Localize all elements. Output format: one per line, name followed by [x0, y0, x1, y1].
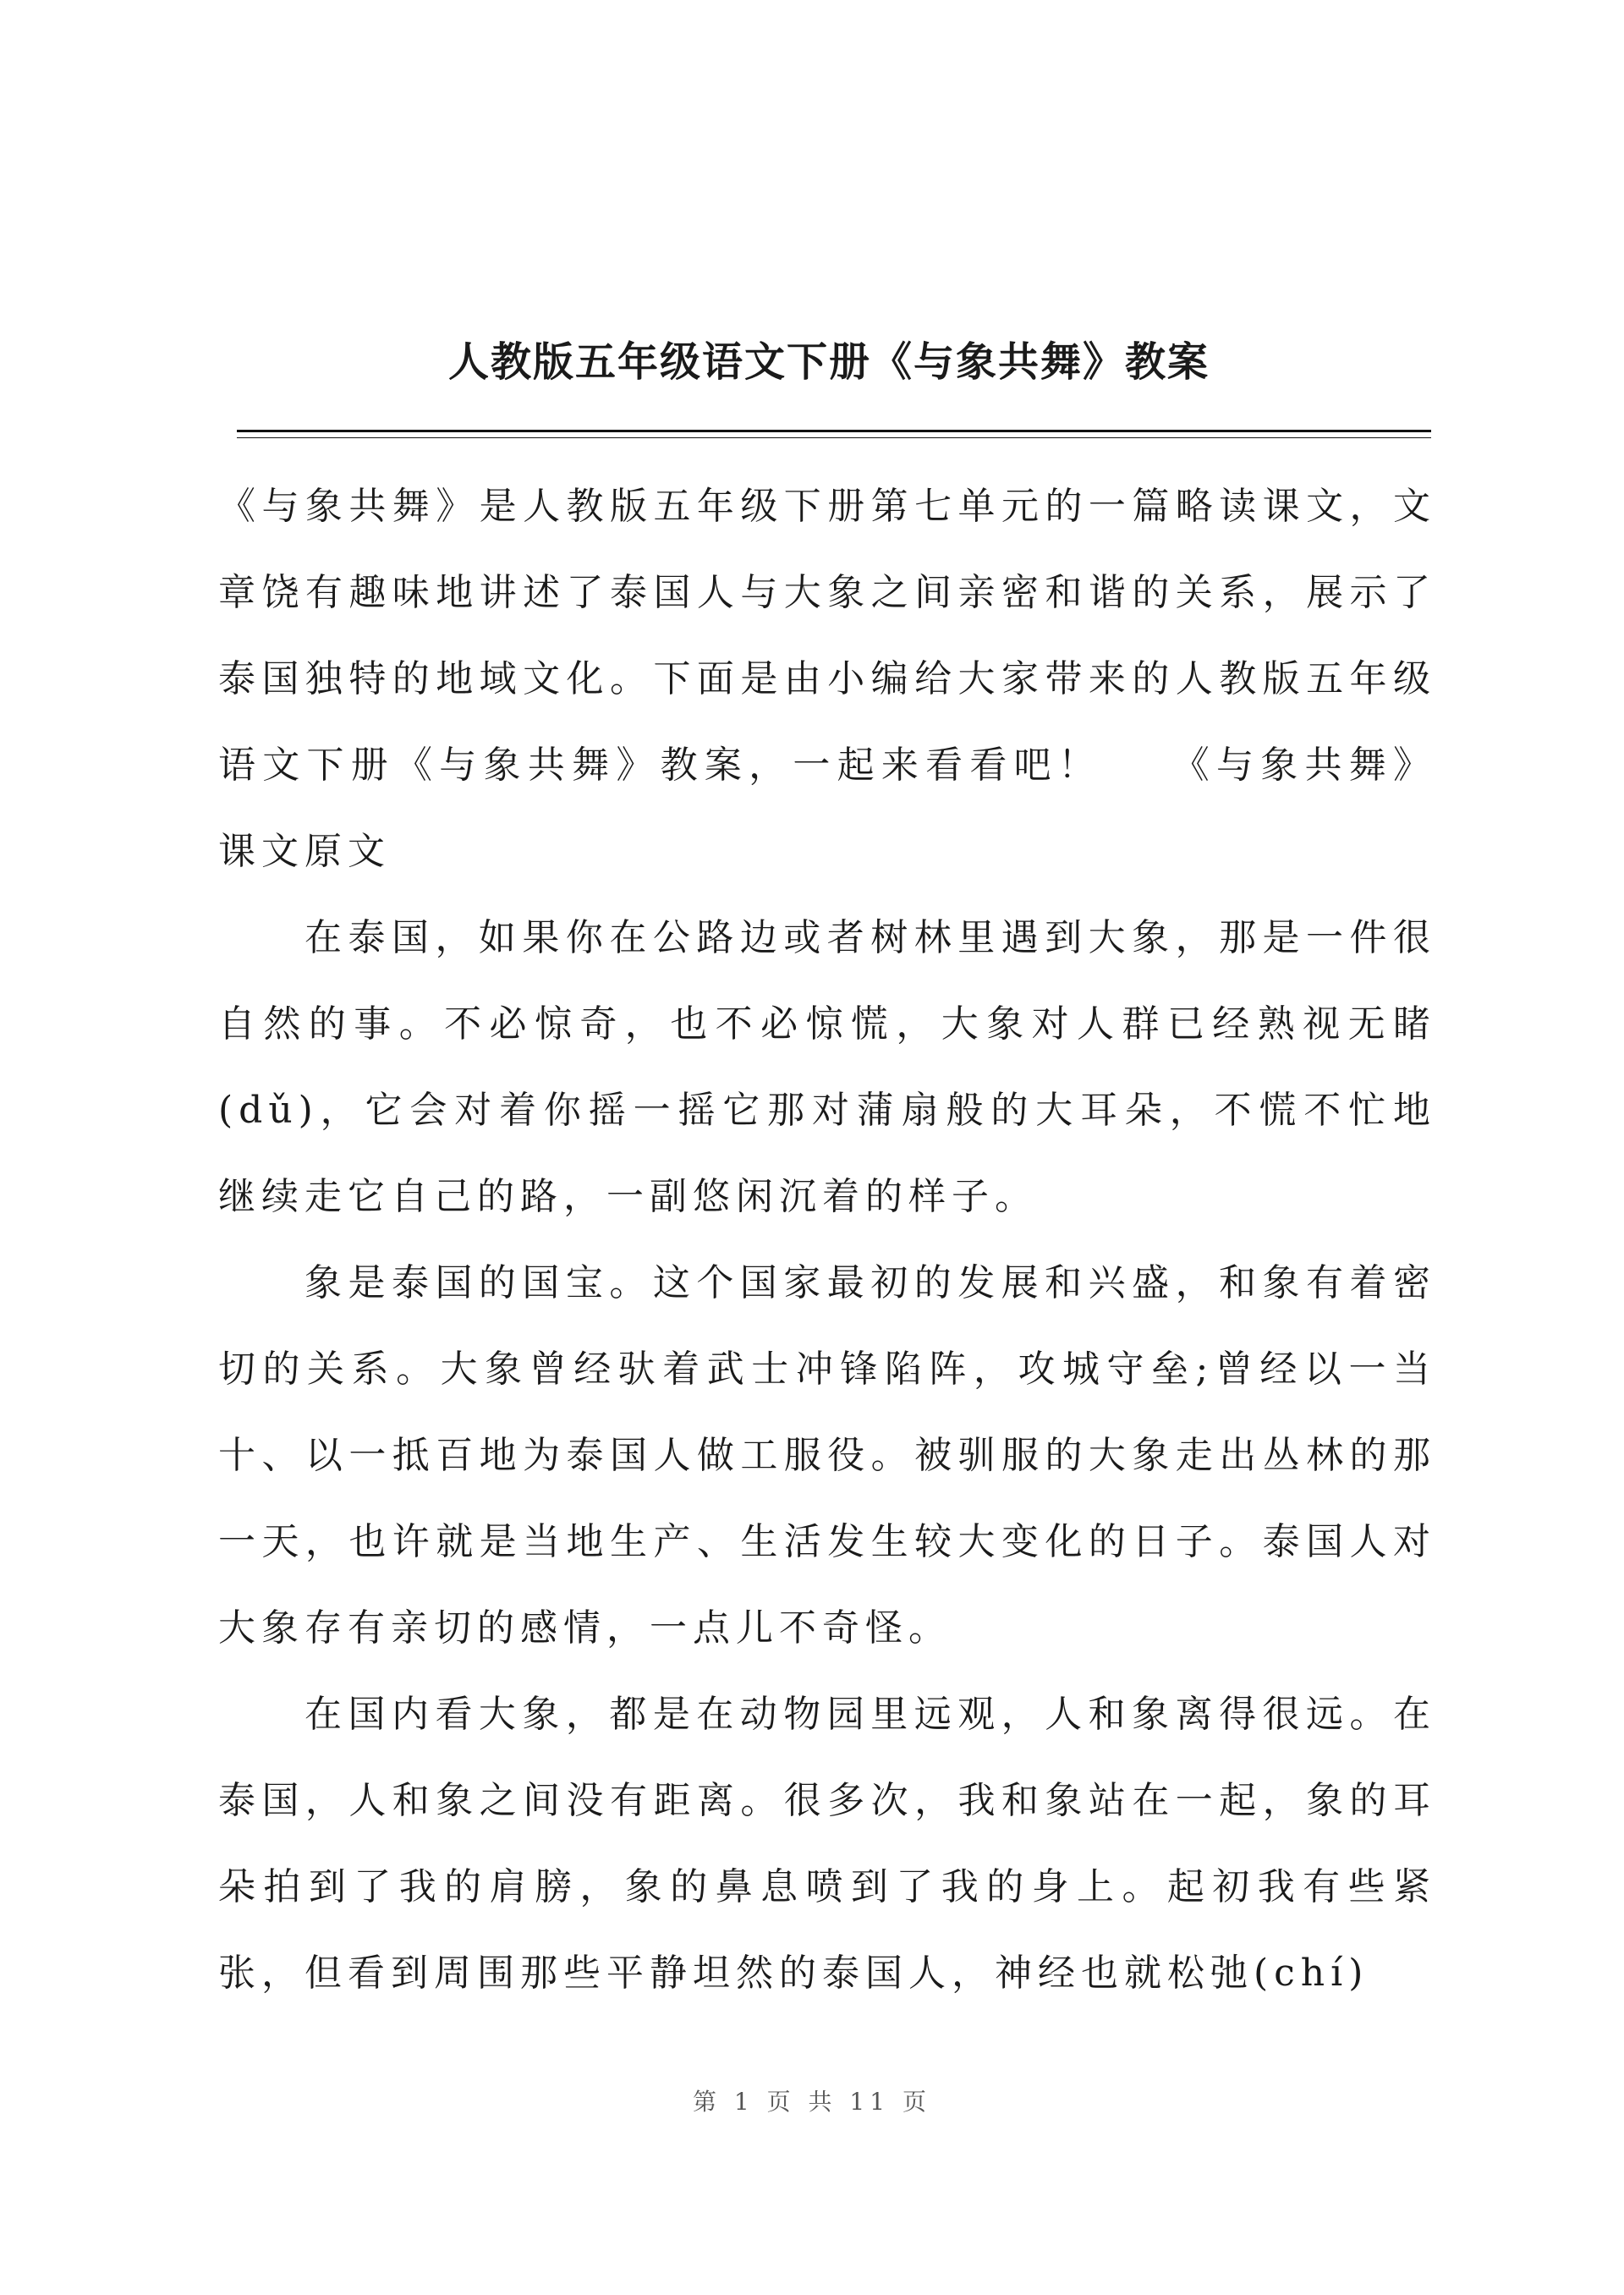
document-title: 人教版五年级语文下册《与象共舞》教案	[447, 338, 1210, 386]
body-paragraph: 在国内看大象，都是在动物园里远观，人和象离得很远。在泰国，人和象之间没有距离。很多次，我和象站在一起，象的耳朵拍到了我的肩膀，象的鼻息喷到了我的身上。起初我有些紧张，但看到周围那些平静坦然的泰国人，神经也就松弛(chí)	[218, 1693, 1436, 1995]
intro-paragraph: 《与象共舞》是人教版五年级下册第七单元的一篇略读课文，文章饶有趣味地讲述了泰国人与大象之间亲密和谐的关系，展示了泰国独特的地域文化。下面是由小编给大家带来的人教版五年级语文下册《与象共舞》教案，一起来看看吧！ 《与象共舞》课文原文	[218, 485, 1436, 873]
title-divider-thin	[237, 437, 1431, 438]
body-paragraph: 象是泰国的国宝。这个国家最初的发展和兴盛，和象有着密切的关系。大象曾经驮着武士冲锋陷阵，攻城守垒;曾经以一当十、以一抵百地为泰国人做工服役。被驯服的大象走出丛林的那一天，也许就是当地生产、生活发生较大变化的日子。泰国人对大象存有亲切的感情，一点儿不奇怪。	[218, 1261, 1436, 1650]
document-body	[218, 464, 1436, 2017]
title-divider-thick	[237, 430, 1431, 432]
body-paragraph: 在泰国，如果你在公路边或者树林里遇到大象，那是一件很自然的事。不必惊奇，也不必惊慌，大象对人群已经熟视无睹(dǔ)，它会对着你摇一摇它那对蒲扇般的大耳朵，不慌不忙地继续走它自己的路，一副悠闲沉着的样子。	[218, 916, 1436, 1218]
page-number-footer: 第 1 页 共 11 页	[693, 2088, 931, 2116]
